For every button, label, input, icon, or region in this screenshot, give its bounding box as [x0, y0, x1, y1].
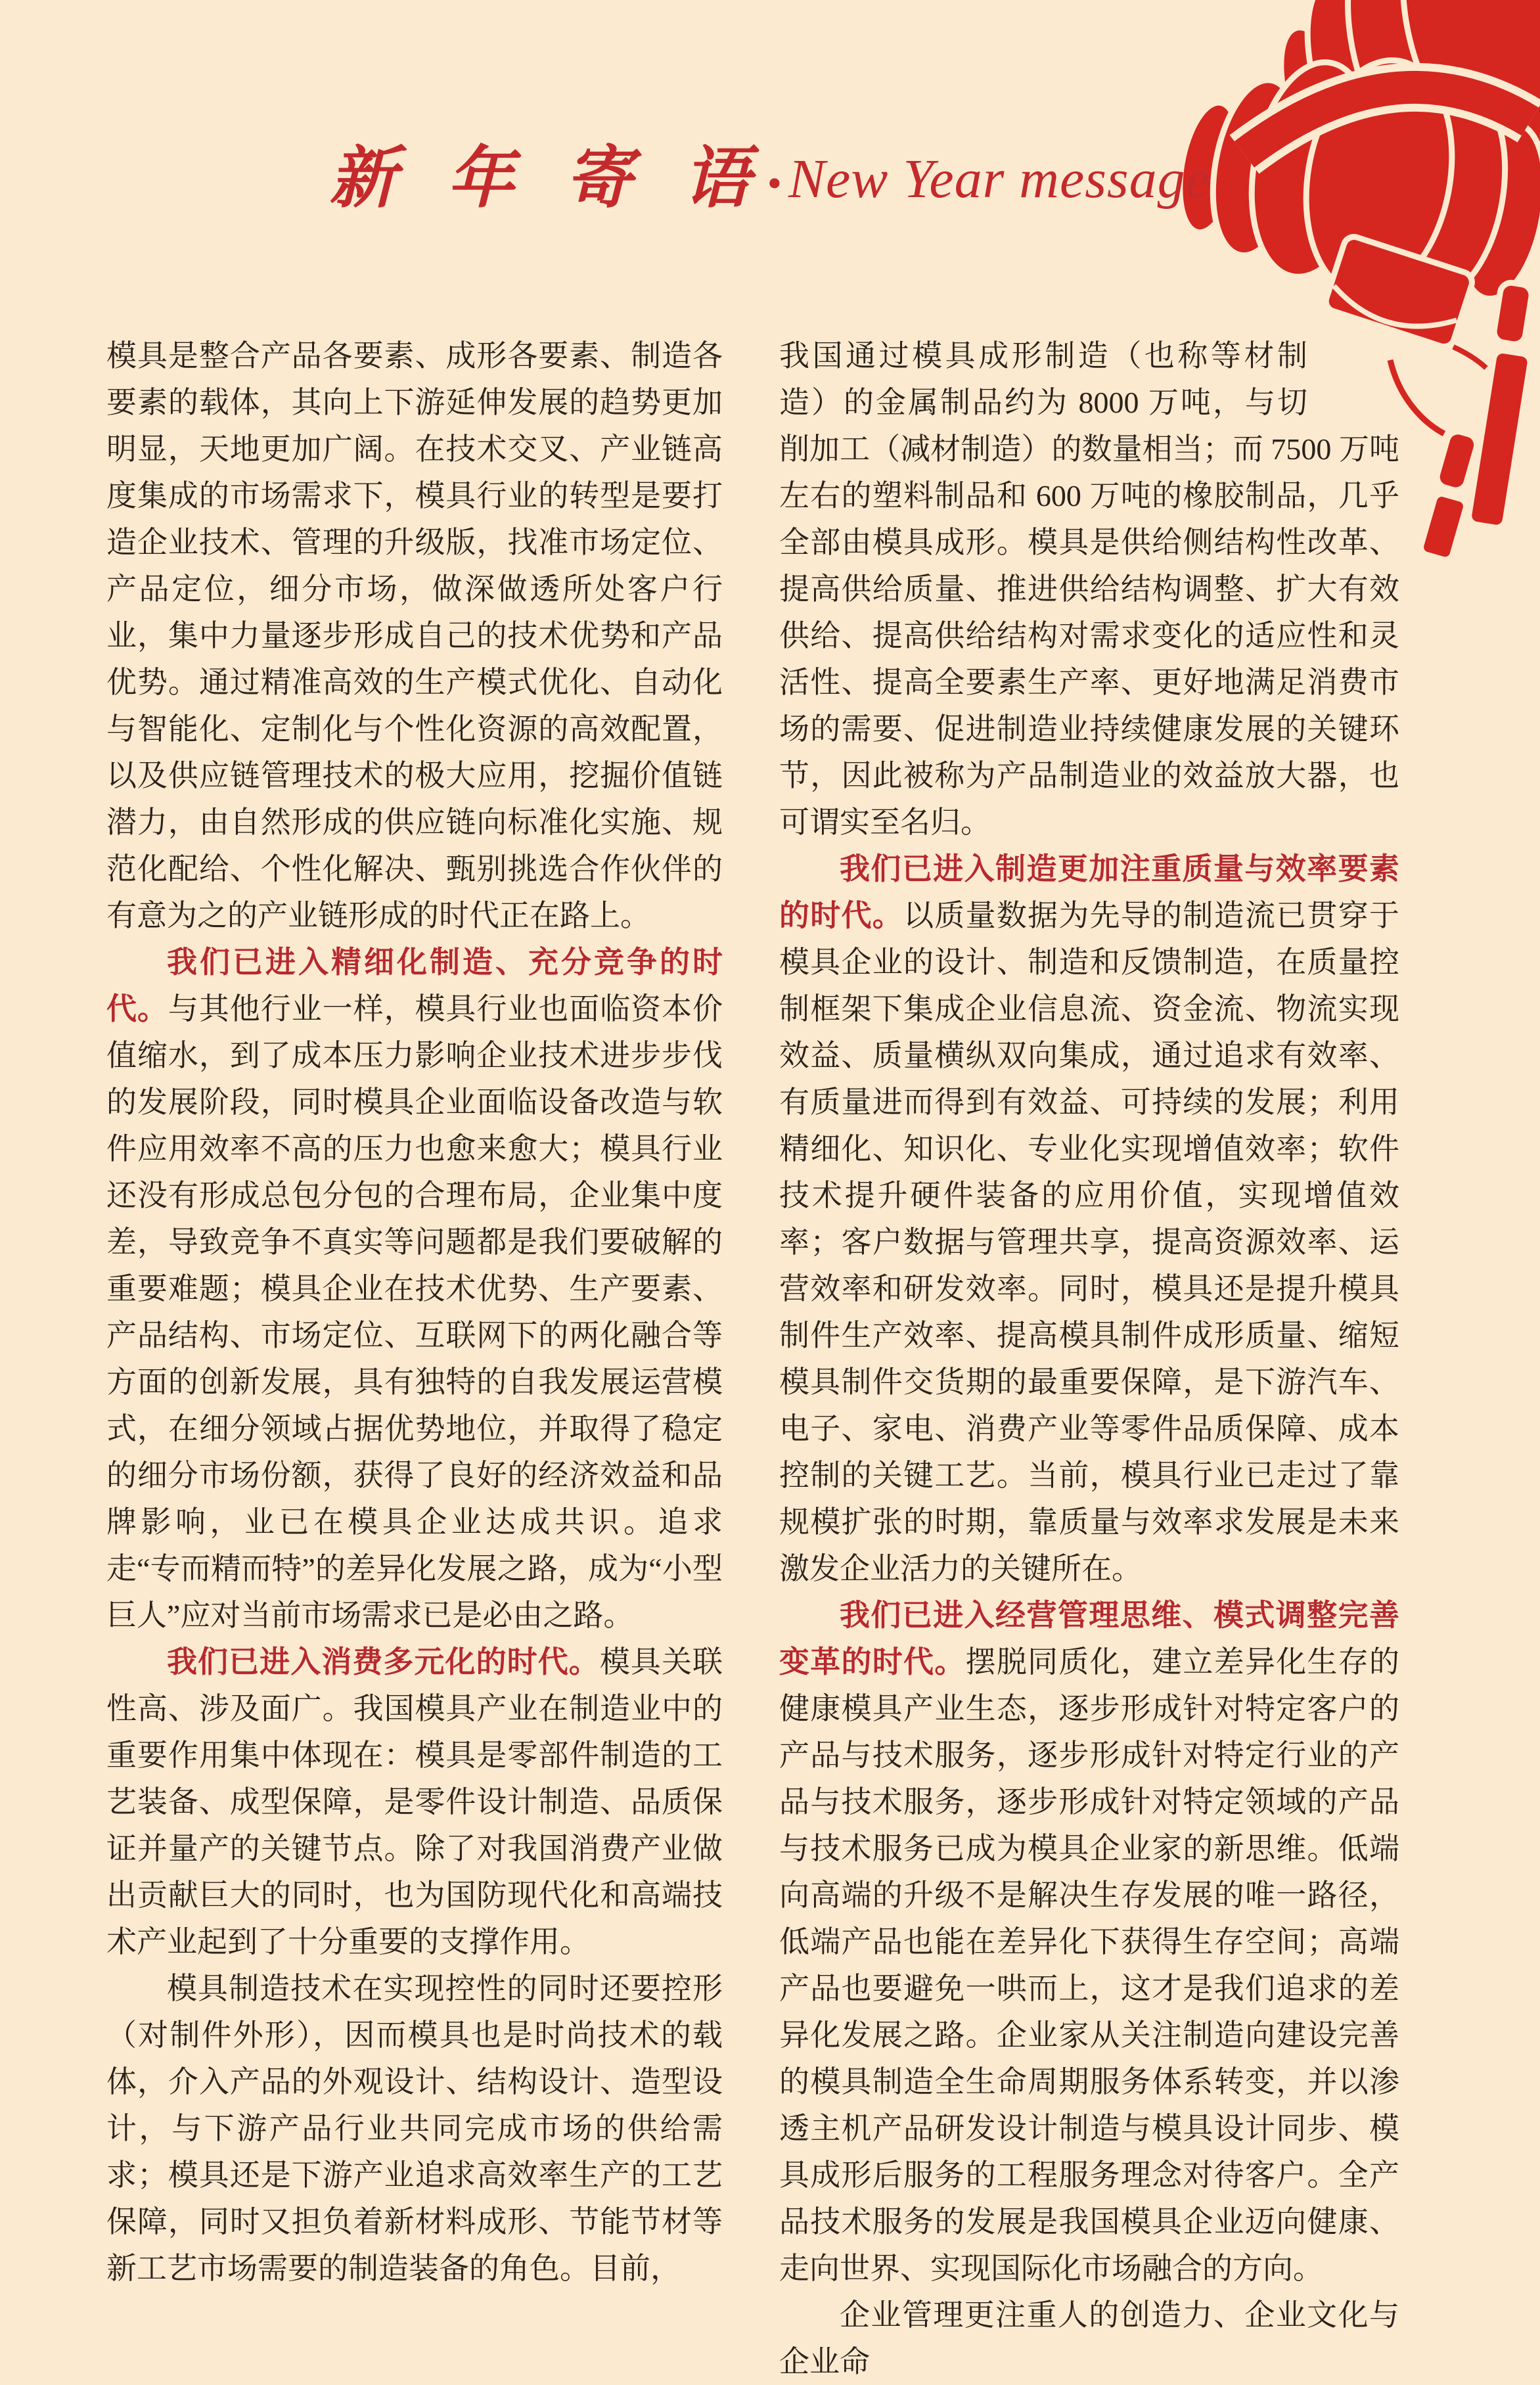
- paragraph: 我们已进入经营管理思维、模式调整完善变革的时代。摆脱同质化，建立差异化生存的健康模具产业生态，逐步形成针对特定客户的产品与技术服务，逐步形成针对特定行业的产品与技术服务，逐步形成针对特定领域的产品与技术服务已成为模具企业家的新思维。低端向高端的升级不是解决生存发展的唯一路径，低端产品也能在差异化下获得生存空间；高端产品也要避免一哄而上，这才是我们追求的差异化发展之路。企业家从关注制造向建设完善的模具制造全生命周期服务体系转变，并以渗透主机产品研发设计制造与模具设计同步、模具成形后服务的工程服务理念对待客户。全产品技术服务的发展是我国模具企业迈向健康、走向世界、实现国际化市场融合的方向。: [779, 1599, 1400, 2285]
- paragraph: 企业管理更注重人的创造力、企业文化与企业命: [779, 2298, 1399, 2378]
- title-separator-dot: •: [767, 160, 782, 206]
- paragraph: 模具制造技术在实现控性的同时还要控形（对制件外形），因而模具也是时尚技术的载体，介入产品的外观设计、结构设计、造型设计，与下游产品行业共同完成市场的供给需求；模具还是下游产业追求高效率生产的工艺保障，同时又担负着新材料成形、节能节材等新工艺市场需要的制造装备的角色。目前，: [106, 1972, 723, 2285]
- paragraph: 我国通过模具成形制造（也称等材制造）的金属制品约为 8000 万吨，与切削加工（减材制造）的数量相当；而 7500 万吨左右的塑料制品和 600 万吨的橡胶制品，几乎全部由模具成形。模具是供给侧结构性改革、提高供给质量、推进供给结构调整、扩大有效供给、提高供给结构对需求变化的适应性和灵活性、提高全要素生产率、更好地满足消费市场的需要、促进制造业持续健康发展的关键环节，因此被称为产品制造业的效益放大器，也可谓实至名归。: [779, 332, 1399, 846]
- tassel: [1464, 281, 1540, 529]
- page-title-english: New Year message: [788, 148, 1211, 210]
- paragraph-lead-red: 我们已进入经营管理思维、模式调整完善变革的时代。: [779, 1599, 1399, 1679]
- page-header: [0, 130, 1540, 229]
- paragraph: 我们已进入消费多元化的时代。模具关联性高、涉及面广。我国模具产业在制造业中的重要作用集中体现在：模具是零部件制造的工艺装备、成型保障，是零件设计制造、品质保证并量产的关键节点。除了对我国消费产业做出贡献巨大的同时，也为国防现代化和高端技术产业起到了十分重要的支撑作用。: [106, 1645, 723, 1959]
- left-column: [106, 332, 723, 2292]
- paragraph: 我们已进入制造更加注重质量与效率要素的时代。以质量数据为先导的制造流已贯穿于模具企业的设计、制造和反馈制造，在质量控制框架下集成企业信息流、资金流、物流实现效益、质量横纵双向集成，通过追求有效率、有质量进而得到有效益、可持续的发展；利用精细化、知识化、专业化实现增值效率；软件技术提升硬件装备的应用价值，实现增值效率；客户数据与管理共享，提高资源效率、运营效率和研发效率。同时，模具还是提升模具制件生产效率、提高模具制件成形质量、缩短模具制件交货期的最重要保障，是下游汽车、电子、家电、消费产业等零件品质保障、成本控制的关键工艺。当前，模具行业已走过了靠规模扩张的时期，靠质量与效率求发展是未来激发企业活力的关键所在。: [779, 852, 1400, 1585]
- page-title-chinese: 新 年 寄 语: [329, 142, 767, 216]
- paragraph-lead-red: 我们已进入精细化制造、充分竞争的时代。: [106, 945, 723, 1026]
- paragraph: 模具是整合产品各要素、成形各要素、制造各要素的载体，其向上下游延伸发展的趋势更加明显，天地更加广阔。在技术交叉、产业链高度集成的市场需求下，模具行业的转型是要打造企业技术、管理的升级版，找准市场定位、产品定位，细分市场，做深做透所处客户行业，集中力量逐步形成自己的技术优势和产品优势。通过精准高效的生产模式优化、自动化与智能化、定制化与个性化资源的高效配置，以及供应链管理技术的极大应用，挖掘价值链潜力，由自然形成的供应链向标准化实施、规范化配给、个性化解决、甄别挑选合作伙伴的有意为之的产业链形成的时代正在路上。: [106, 339, 723, 932]
- lantern-text-wrap-spacer: [1307, 332, 1399, 380]
- right-column: [779, 332, 1399, 2385]
- paragraph-lead-red: 我们已进入制造更加注重质量与效率要素的时代。: [779, 852, 1399, 932]
- paragraph: 我们已进入精细化制造、充分竞争的时代。与其他行业一样，模具行业也面临资本价值缩水，到了成本压力影响企业技术进步步伐的发展阶段，同时模具企业面临设备改造与软件应用效率不高的压力也愈来愈大；模具行业还没有形成总包分包的合理布局，企业集中度差，导致竞争不真实等问题都是我们要破解的重要难题；模具企业在技术优势、生产要素、产品结构、市场定位、互联网下的两化融合等方面的创新发展，具有独特的自我发展运营模式，在细分领域占据优势地位，并取得了稳定的细分市场份额，获得了良好的经济效益和品牌影响，业已在模具企业达成共识。追求走“专而精而特”的差异化发展之路，成为“小型巨人”应对当前市场需求已是必由之路。: [106, 945, 723, 1632]
- tassel-string: [1453, 347, 1486, 368]
- paragraph-lead-red: 我们已进入消费多元化的时代。: [167, 1645, 600, 1679]
